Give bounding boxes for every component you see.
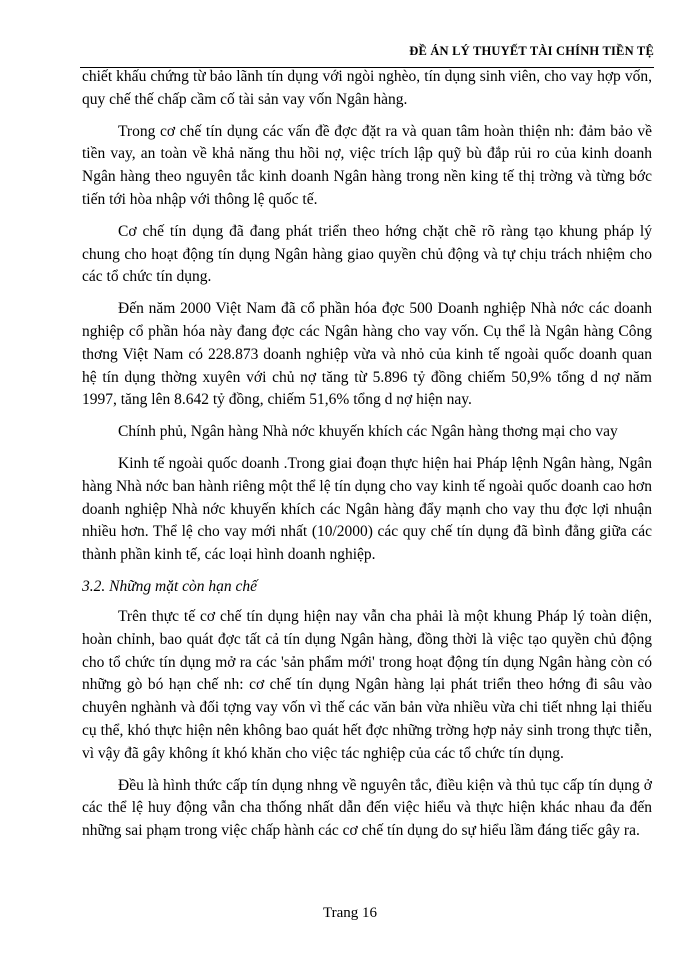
paragraph: Trên thực tế cơ chế tín dụng hiện nay vẫn cha phải là một khung Pháp lý toàn diện, hoàn chỉnh, bao quát đợc tất cả tín dụng Ngân hàng, đồng thời là việc tạo quyền chủ động cho tổ chức tín dụng mở ra các 'sản phẩm mới' trong hoạt động tín dụng Ngân hàng còn có những gò bó hạn chế nh: cơ chế tín dụng Ngân hàng lại phát triển theo hớng đi sâu vào chuyên nghành và đối tợng vay vốn vì thế các văn bản vừa nhiều vừa chi tiết nhng lại thiếu cụ thể, khó thực hiện nên không bao quát hết đợc những trờng hợp nảy sinh trong thực tiễn, vì vậy đã gây không ít khó khăn cho việc tác nghiệp của các tổ chức tín dụng. xyxy=(82,607,652,762)
paragraph: Kinh tế ngoài quốc doanh .Trong giai đoạn thực hiện hai Pháp lệnh Ngân hàng, Ngân hàng Nhà nớc ban hành riêng một thể lệ tín dụng cho vay kinh tế ngoài quốc doanh cao hơn doanh nghiệp Nhà nớc khuyến khích các Ngân hàng đẩy mạnh cho vay thu đợc lợi nhuận nhiều hơn. Thể lệ cho vay mới nhất (10/2000) các quy chế tín dụng đã bình đẳng giữa các thành phần kinh tế, các loại hình doanh nghiệp. xyxy=(82,454,652,564)
page-header xyxy=(80,40,654,62)
paragraph: Cơ chế tín dụng đã đang phát triển theo hớng chặt chẽ rõ ràng tạo khung pháp lý chung cho hoạt động tín dụng Ngân hàng giao quyền chủ động và tự chịu trách nhiệm cho các tổ chức tín dụng. xyxy=(82,222,652,286)
paragraph: Đều là hình thức cấp tín dụng nhng về nguyên tắc, điều kiện và thủ tục cấp tín dụng ở các thể lệ huy động vẫn cha thống nhất dẫn đến việc hiểu và thực hiện khác nhau đa đến những sai phạm trong việc chấp hành các cơ chế tín dụng do sự hiểu lầm đáng tiếc gây ra. xyxy=(82,776,652,840)
page-number: Trang 16 xyxy=(322,905,378,921)
document-title: ĐỀ ÁN LÝ THUYẾT TÀI CHÍNH TIỀN TỆ xyxy=(409,44,654,58)
paragraph: chiết khấu chứng từ bảo lãnh tín dụng với ngòi nghèo, tín dụng sinh viên, cho vay hợp vốn, quy chế thế chấp cầm cố tài sản vay vốn Ngân hàng. xyxy=(82,68,652,108)
paragraph: Đến năm 2000 Việt Nam đã cổ phần hóa đợc 500 Doanh nghiệp Nhà nớc các doanh nghiệp cổ phần hóa này đang đợc các Ngân hàng cho vay vốn. Cụ thể là Ngân hàng Công thơng Việt Nam có 228.873 doanh nghiệp vừa và nhỏ của kinh tế ngoài quốc doanh quan hệ tín dụng thờng xuyên với chủ nợ tăng từ 5.896 tỷ đồng chiếm 50,9% tổng d nợ năm 1997, tăng lên 8.642 tỷ đồng, chiếm 51,6% tổng d nợ hiện nay. xyxy=(82,300,652,409)
document-body xyxy=(82,66,652,852)
paragraph: Trong cơ chế tín dụng các vấn đề đợc đặt ra và quan tâm hoàn thiện nh: đảm bảo về tiền vay, an toàn về khả năng thu hồi nợ, việc trích lập quỹ bù đắp rủi ro của kinh doanh Ngân hàng theo nguyên tắc kinh doanh Ngân hàng trong nền king tế thị trờng và từng bớc tiến tới hòa nhập với thông lệ quốc tế. xyxy=(82,122,652,208)
paragraph: Chính phủ, Ngân hàng Nhà nớc khuyến khích các Ngân hàng thơng mại cho vay xyxy=(118,423,618,441)
section-heading: 3.2. Những mặt còn hạn chế xyxy=(82,577,258,595)
